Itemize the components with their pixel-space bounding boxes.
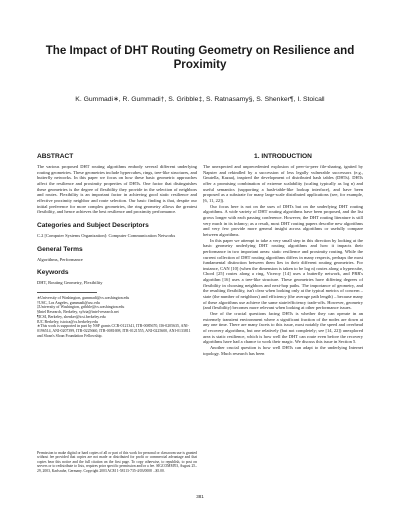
- footnote-author-5: ¶ICSI, Berkeley, shenker@icsi.berkeley.edu: [37, 314, 106, 319]
- general-terms-text: Algorithms, Performance: [37, 256, 83, 262]
- footnote-divider: [37, 292, 97, 293]
- paper-title: The Impact of DHT Routing Geometry on Resilience and Proximity: [45, 44, 355, 71]
- categories-heading: Categories and Subject Descriptors: [37, 221, 149, 229]
- intro-paragraph: The unexpected and unprecedented explosion of peer-to-peer file-sharing, ignited by Napster and rekindled by a succession of less legally vulnerable successors (e.g., Gnutella, Kazaa), inspired the development of distributed hash tables (DHTs). DHTs offer a promising combination of extreme scalability (scaling typically as log n) and useful semantics (supporting a hash-table-like lookup interface), and have been proposed as a substrate for many large-scale distributed applications (see, for example, [6, 11, 22]).: [203, 164, 363, 203]
- intro-paragraph: Our focus here is not on the uses of DHTs but on the underlying DHT routing algorithms. A wide variety of DHT routing algorithms have been proposed, and the list grows longer with each passing conference. However, the DHT routing literature is still very much in its infancy; as a result, most DHT routing papers describe new algorithms and very few provide more general insight across algorithms or usefully compare between algorithms.: [203, 203, 363, 237]
- right-column: [203, 153, 363, 356]
- page-number: 381: [196, 494, 204, 499]
- footnote-funding: ∗This work is supported in part by NSF grants CCR-0121341, ITR-0085670, IIS-0205635, ANI-0196514, ANI-0207399, ITR-0225660, ITR-0081698, ITR-0121555, ANI-0225600, ANI-0133811 and Sloan's Sloan Foundation Fellowship.: [37, 324, 191, 338]
- abstract-heading: ABSTRACT: [37, 153, 74, 160]
- footnote-author-1: ∗University of Washington, gummadi@cs.washington.edu: [37, 295, 130, 300]
- author-list: K. Gummadi∗, R. Gummadi†, S. Gribble‡, S. Ratnasamy§, S. Shenker¶, I. Stoica‖: [75, 96, 325, 103]
- abstract-text: The various proposed DHT routing algorithms embody several different underlying routing geometries. These geometries include hypercubes, rings, tree-like structures, and butterfly networks. In this paper we focus on how these basic geometric approaches affect the resilience and proximity properties of DHTs. One factor that distinguishes these geometries is the degree of flexibility they provide in the selection of neighbors and routes. Flexibility is an important factor in achieving good static resilience and effective proximity neighbor and route selection. Our basic finding is that, despite our initial preference for more complex geometries, the ring geometry allows the greatest flexibility, and hence achieves the best resilience and proximity performance.: [37, 164, 197, 215]
- general-terms-heading: General Terms: [37, 245, 83, 253]
- footnote-author-6: ‖UC Berkeley, istoica@cs.berkeley.edu: [37, 319, 98, 324]
- permission-notice: Permission to make digital or hard copies of all or part of this work for personal or classroom use is granted without fee provided that copies are not made or distributed for profit or commercial advantage and that copies bear this notice and the full citation on the first page. To copy otherwise, to republish, to post on servers or to redistribute to lists, requires prior specific permission and/or a fee. SIGCOMM'03, August 25–29, 2003, Karlsruhe, Germany. Copyright 2003 ACM 1-58113-735-4/03/0008 ...$5.00.: [37, 451, 197, 473]
- footnote-author-2: †USC, Los Angeles, gummadi@usc.edu: [37, 300, 100, 305]
- intro-paragraph: One of the crucial questions facing DHTs is whether they can operate in an extremely transient environment where a significant fraction of the nodes are down at any one time. There are many facets to this issue, most notably the speed and overhead of recovery algorithms, but one relatively (but not completely; see [14, 22]) unexplored area is static resilience, which is how well the DHT can route even before the recovery algorithms have had a chance to work their magic. We discuss this issue in Section 5.: [203, 311, 363, 345]
- left-column: [37, 153, 197, 339]
- footnote-author-4: §Intel Research, Berkeley, sylvia@intel-research.net: [37, 310, 119, 315]
- categories-text: C.2 [Computer Systems Organization]: Computer Communication Networks: [37, 232, 176, 238]
- intro-paragraph: Another crucial question is how well DHTs can adapt to the underlying Internet topology. Much research has been: [203, 345, 363, 356]
- footnote-author-3: ‡University of Washington, gribble@cs.washington.edu: [37, 305, 125, 310]
- introduction-heading: 1. INTRODUCTION: [254, 153, 312, 160]
- keywords-heading: Keywords: [37, 269, 69, 277]
- intro-paragraph: In this paper we attempt to take a very small step in this direction by looking at the basic geometry underlying DHT routing algorithms and how it impacts their performance in two important areas: static resilience and proximity routing. While the current collection of DHT routing algorithms differs in many respects, perhaps the most fundamental distinction between them lies in their different routing geometries. For instance, CAN [10] (when the dimension is taken to be log n) routes along a hypercube, Chord [25] routes along a ring, Viceroy [14] uses a butterfly network, and PRR's algorithm [16] uses a tree-like structure. These geometries have differing degrees of flexibility in choosing neighbors and next-hop paths. The importance of geometry, and the resulting flexibility, isn't clear when looking only at the typical metrics of concern – state (the number of neighbors) and efficiency (the average path length) – because many of these algorithms use achieve the same state/efficiency trade-offs. However, geometry (and flexibility) becomes more relevant when looking at other performance issues.: [203, 237, 363, 311]
- keywords-text: DHT, Routing Geometry, Flexibility: [37, 280, 103, 286]
